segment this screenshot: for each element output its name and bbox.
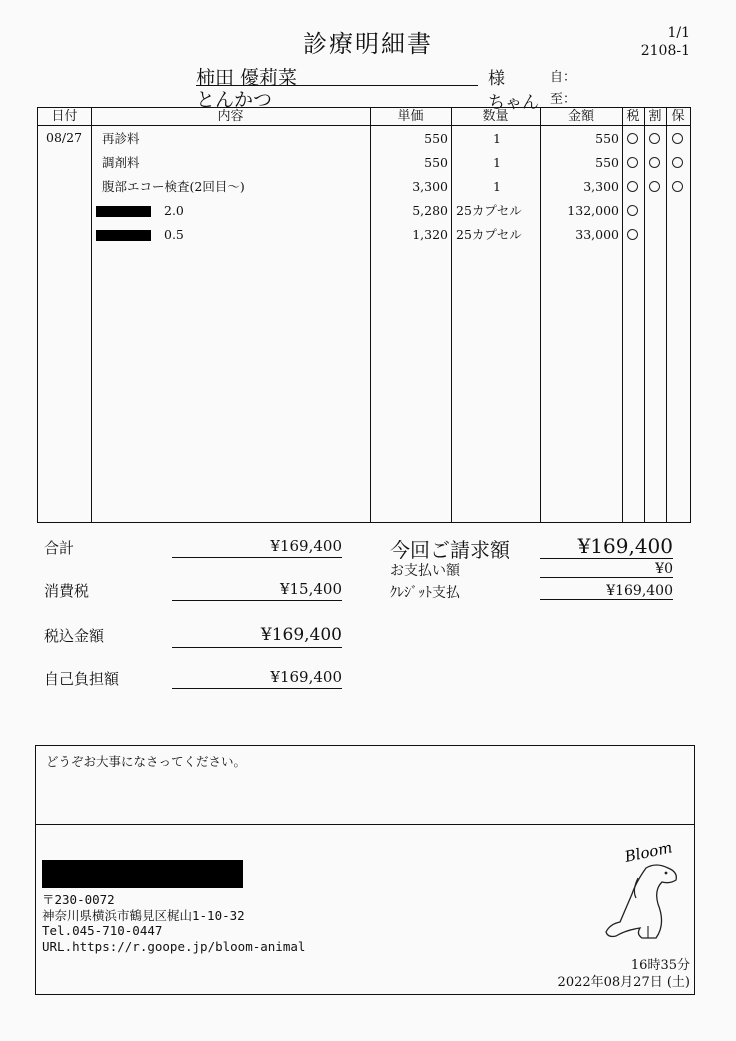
issue-date: 2022年08月27日 (土)	[557, 975, 690, 990]
page-number: 1/1	[667, 25, 690, 41]
taxed-total-label: 税込金額	[44, 627, 105, 645]
taxed-total-value: ¥169,400	[172, 625, 342, 648]
discount-mark	[649, 181, 660, 192]
redacted-clinic-name	[42, 860, 243, 888]
col-header-discount: 割	[648, 109, 662, 124]
document-number: 2108-1	[640, 43, 690, 59]
footer-message: どうぞお大事になさってください。	[46, 754, 247, 769]
item-qty: 25カプセル	[456, 227, 522, 242]
subtotal-value: ¥169,400	[172, 537, 342, 558]
footer-divider	[36, 824, 694, 825]
redacted-drug-name	[96, 206, 151, 217]
insurance-mark	[672, 157, 683, 168]
tax-value: ¥15,400	[172, 580, 342, 601]
clinic-tel: Tel.045-710-0447	[42, 923, 163, 938]
to-label: 至：	[550, 92, 577, 107]
col-header-tax: 税	[626, 109, 640, 124]
logo-text: Bloom	[623, 838, 674, 866]
copay-value: ¥169,400	[172, 668, 342, 689]
paid-amount: ¥0	[540, 561, 673, 578]
table-row	[38, 223, 690, 247]
from-label: 自：	[550, 70, 577, 85]
insurance-mark	[672, 133, 683, 144]
paid-label: お支払い額	[390, 563, 460, 579]
discount-mark	[649, 133, 660, 144]
bloom-dog-logo	[596, 838, 688, 946]
item-qty: 1	[493, 155, 501, 170]
item-amount: 3,300	[583, 179, 619, 194]
document-title: 診療明細書	[303, 30, 433, 58]
item-content: 再診料	[102, 131, 140, 146]
col-header-date: 日付	[51, 109, 78, 124]
item-qty: 25カプセル	[456, 203, 522, 218]
col-header-amount: 金額	[567, 109, 594, 124]
owner-name: 柿田 優莉菜	[196, 63, 478, 86]
item-qty: 1	[493, 179, 501, 194]
col-header-price: 単価	[397, 109, 424, 124]
table-row	[38, 199, 690, 223]
table-row	[38, 127, 690, 151]
tax-mark	[627, 133, 638, 144]
item-content: 0.5	[164, 227, 184, 242]
table-row	[38, 175, 690, 199]
item-price: 1,320	[412, 227, 448, 242]
redacted-drug-name	[96, 230, 151, 241]
discount-mark	[649, 157, 660, 168]
item-price: 5,280	[412, 203, 448, 218]
item-content: 調剤料	[102, 155, 140, 170]
bill-amount: ¥169,400	[540, 534, 673, 559]
item-price: 3,300	[412, 179, 448, 194]
postal-code: 〒230-0072	[42, 892, 115, 907]
owner-suffix: 様	[488, 69, 505, 89]
header-divider	[38, 125, 690, 126]
page-number-block	[641, 24, 690, 60]
credit-amount: ¥169,400	[540, 583, 673, 600]
tax-mark	[627, 229, 638, 240]
pet-suffix: ちゃん	[488, 93, 539, 113]
tax-mark	[627, 157, 638, 168]
insurance-mark	[672, 181, 683, 192]
item-content: 腹部エコー検査(2回目～)	[102, 179, 245, 194]
item-price: 550	[424, 131, 448, 146]
item-amount: 132,000	[567, 203, 619, 218]
item-amount: 550	[595, 131, 619, 146]
copay-label: 自己負担額	[44, 670, 120, 688]
item-amount: 33,000	[575, 227, 619, 242]
row-date: 08/27	[46, 130, 83, 145]
tax-mark	[627, 205, 638, 216]
subtotal-label: 合計	[44, 539, 75, 557]
item-qty: 1	[493, 131, 501, 146]
clinic-url: URL.https://r.goope.jp/bloom-animal	[42, 938, 306, 954]
clinic-address-block	[42, 892, 305, 954]
col-header-qty: 数量	[482, 109, 509, 124]
item-price: 550	[424, 155, 448, 170]
tax-label: 消費税	[44, 582, 90, 600]
credit-label: ｸﾚｼﾞｯﾄ支払	[390, 585, 460, 601]
issue-time: 16時35分	[630, 958, 690, 973]
item-amount: 550	[595, 155, 619, 170]
clinic-address: 神奈川県横浜市鶴見区梶山1-10-32	[42, 907, 245, 923]
detail-table	[37, 107, 691, 523]
item-content: 2.0	[164, 203, 184, 218]
col-header-insurance: 保	[671, 109, 685, 124]
bill-label: 今回ご請求額	[390, 538, 510, 562]
issue-datetime	[558, 957, 690, 991]
pet-name: とんかつ	[196, 85, 478, 108]
tax-mark	[627, 181, 638, 192]
table-row	[38, 151, 690, 175]
col-header-content: 内容	[217, 109, 244, 124]
